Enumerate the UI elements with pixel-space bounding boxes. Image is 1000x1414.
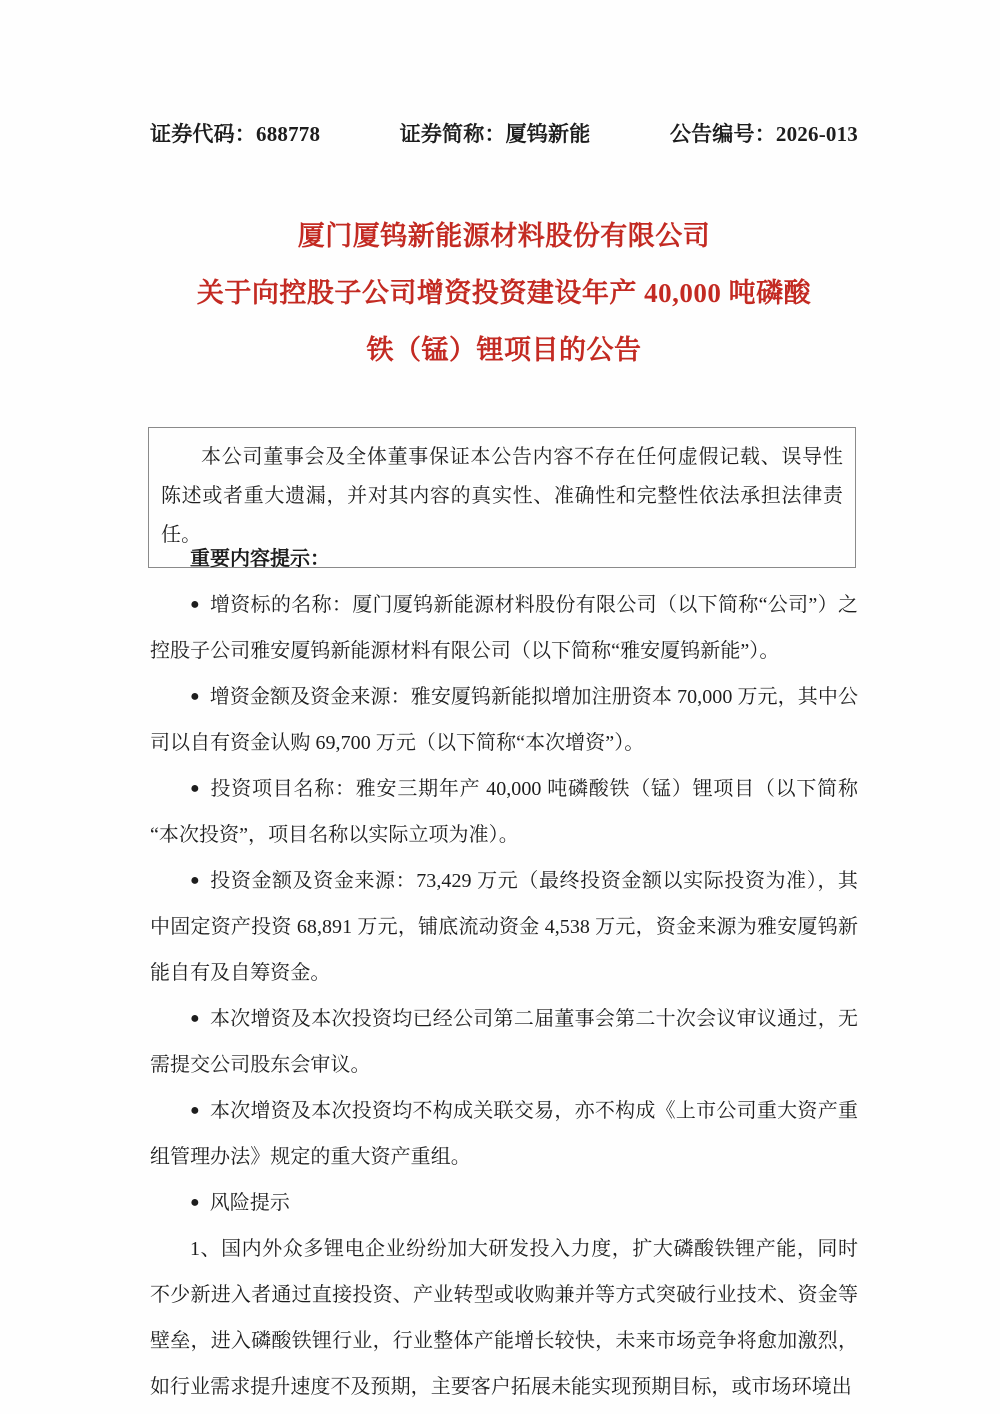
notice-item-project-name	[150, 766, 858, 858]
notice-item-not-related-transaction	[150, 1088, 858, 1180]
bullet-icon: ●	[190, 1102, 200, 1119]
notice-item-label: 投资金额及资金来源：73,429 万元（最终投资金额以实际投资为准），其中固定资产投资 68,891 万元，铺底流动资金 4,538 万元，资金来源为雅安厦钨新能自有及自筹资金。	[150, 870, 858, 984]
announcement-number-value: 2026-013	[775, 122, 858, 146]
notice-item-label: 投资项目名称：雅安三期年产 40,000 吨磷酸铁（锰）锂项目（以下简称“本次投资”，项目名称以实际立项为准）。	[150, 778, 858, 846]
notice-item-label: 增资标的名称：厦门厦钨新能源材料股份有限公司（以下简称“公司”）之控股子公司雅安厦钨新能源材料有限公司（以下简称“雅安厦钨新能”）。	[150, 594, 858, 662]
bullet-icon: ●	[190, 872, 201, 889]
title-line-subject-2: 铁（锰）锂项目的公告	[366, 335, 642, 365]
notice-item-board-approval	[150, 996, 858, 1088]
title-line-subject-1: 关于向控股子公司增资投资建设年产 40,000 吨磷酸	[196, 278, 812, 308]
page-title	[150, 208, 858, 379]
announcement-number-field	[670, 118, 858, 148]
notice-item-investment-amount	[150, 858, 858, 996]
bullet-icon: ●	[190, 1194, 200, 1211]
security-name-field	[400, 118, 591, 148]
important-notice-heading: 重要内容提示：	[190, 548, 330, 570]
bullet-icon: ●	[190, 596, 200, 613]
bullet-icon: ●	[190, 688, 200, 705]
security-code-field	[150, 118, 320, 148]
security-code-label: 证券代码：	[150, 122, 256, 146]
security-name-value: 厦钨新能	[505, 122, 591, 146]
notice-item-capital-target	[150, 582, 858, 674]
notice-item-label: 增资金额及资金来源：雅安厦钨新能拟增加注册资本 70,000 万元，其中公司以自有资金认购 69,700 万元（以下简称“本次增资”）。	[150, 686, 858, 754]
notice-item-label: 本次增资及本次投资均不构成关联交易，亦不构成《上市公司重大资产重组管理办法》规定的重大资产重组。	[150, 1100, 858, 1168]
security-name-label: 证券简称：	[399, 122, 506, 146]
notice-item-risk-warning	[150, 1180, 858, 1226]
announcement-number-label: 公告编号：	[669, 122, 776, 146]
announcement-body	[150, 536, 858, 1410]
bullet-icon: ●	[190, 780, 201, 797]
notice-item-label: 风险提示	[209, 1192, 290, 1214]
bullet-icon: ●	[190, 1010, 200, 1027]
title-line-company: 厦门厦钨新能源材料股份有限公司	[297, 221, 711, 251]
disclaimer-text: 本公司董事会及全体董事保证本公告内容不存在任何虚假记载、误导性陈述或者重大遗漏，并对其内容的真实性、准确性和完整性依法承担法律责任。	[161, 446, 843, 546]
notice-item-label: 本次增资及本次投资均已经公司第二届董事会第二十次会议审议通过，无需提交公司股东会审议。	[150, 1008, 858, 1076]
notice-item-capital-amount	[150, 674, 858, 766]
document-header	[150, 118, 858, 148]
security-code-value: 688778	[256, 122, 321, 146]
risk-paragraph-1: 1、国内外众多锂电企业纷纷加大研发投入力度，扩大磷酸铁锂产能，同时不少新进入者通过直接投资、产业转型或收购兼并等方式突破行业技术、资金等壁垒，进入磷酸铁锂行业，行业整体产能增长较快，未来市场竞争将愈加激烈，如行业需求提升速度不及预期，主要客户拓展未能实现预期目标，或市场环境出	[150, 1238, 858, 1398]
